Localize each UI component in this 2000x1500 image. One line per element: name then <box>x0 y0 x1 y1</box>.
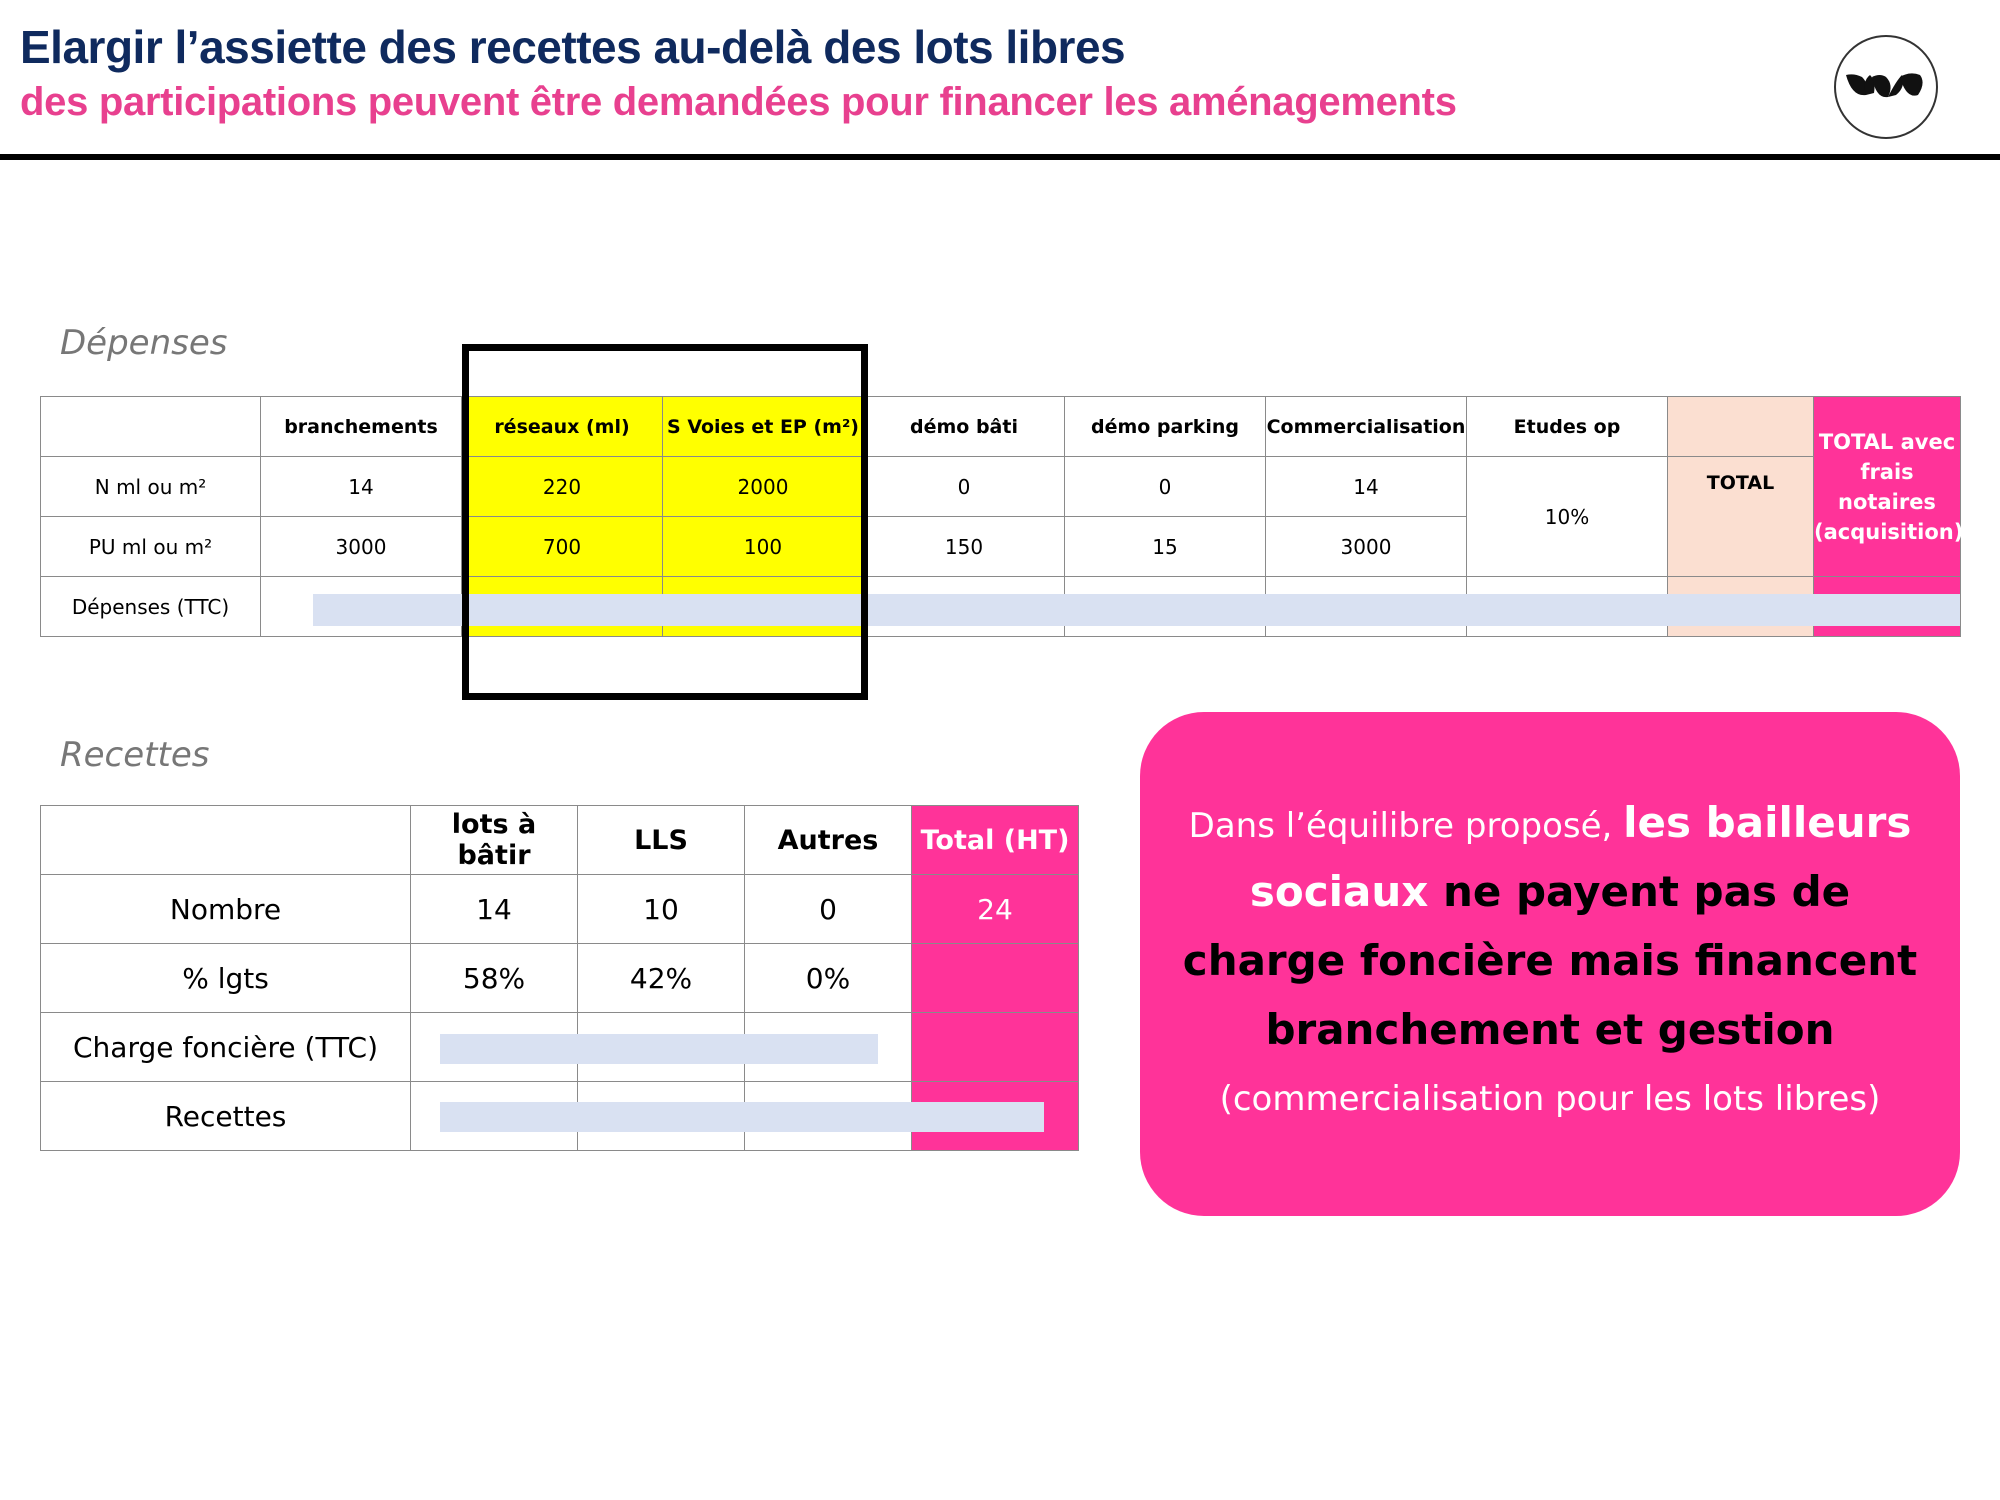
table-cell: 14 <box>261 457 462 517</box>
table-cell: 15 <box>1065 517 1266 577</box>
redacted-bar <box>440 1102 1044 1132</box>
row-label: Charge foncière (TTC) <box>41 1013 411 1082</box>
table-cell: 3000 <box>1266 517 1467 577</box>
callout-intro: Dans l’équilibre proposé, <box>1188 806 1624 846</box>
header-rule <box>0 154 2000 160</box>
callout-emphasis: les bailleurs sociaux <box>1249 798 1912 916</box>
col-branchements: branchements <box>261 397 462 457</box>
highlight-frame <box>462 344 868 700</box>
col-autres: Autres <box>745 806 912 875</box>
table-cell: 150 <box>864 517 1065 577</box>
depenses-row <box>41 457 1961 517</box>
col-total-ht: Total (HT) <box>912 806 1079 875</box>
table-cell: 700 <box>462 517 663 577</box>
table-cell: 58% <box>411 944 578 1013</box>
table-cell: 3000 <box>261 517 462 577</box>
col-commercialisation: Commercialisation <box>1266 397 1467 457</box>
recettes-header-row <box>41 806 1079 875</box>
corner-cell <box>41 397 261 457</box>
table-cell: 14 <box>1266 457 1467 517</box>
table-cell <box>912 1013 1079 1082</box>
table-cell: 0% <box>745 944 912 1013</box>
row-label: N ml ou m² <box>41 457 261 517</box>
callout-text <box>1140 793 1960 1135</box>
callout-box <box>1140 712 1960 1216</box>
table-cell: 2000 <box>663 457 864 517</box>
table-cell: 24 <box>912 875 1079 944</box>
col-lots-a-batir: lots à bâtir <box>411 806 578 875</box>
recettes-label: Recettes <box>60 735 210 775</box>
row-label: % lgts <box>41 944 411 1013</box>
slide-subtitle: des participations peuvent être demandées pour financer les aménagements <box>20 80 1457 124</box>
recettes-row <box>41 875 1079 944</box>
depenses-label: Dépenses <box>60 323 228 363</box>
table-cell: 0 <box>745 875 912 944</box>
redacted-bar <box>440 1034 878 1064</box>
col-reseaux: réseaux (ml) <box>462 397 663 457</box>
depenses-header-row <box>41 397 1961 457</box>
table-cell: 42% <box>578 944 745 1013</box>
col-demo-parking: démo parking <box>1065 397 1266 457</box>
col-demo-bati: démo bâti <box>864 397 1065 457</box>
table-cell: 0 <box>864 457 1065 517</box>
table-cell: 220 <box>462 457 663 517</box>
recettes-table <box>40 805 1079 1151</box>
corner-cell <box>41 806 411 875</box>
row-label: PU ml ou m² <box>41 517 261 577</box>
table-cell <box>912 944 1079 1013</box>
total-cell: TOTAL <box>1668 457 1814 577</box>
recettes-row <box>41 944 1079 1013</box>
table-cell: 14 <box>411 875 578 944</box>
row-label: Nombre <box>41 875 411 944</box>
slide-title: Elargir l’assiette des recettes au-delà des lots libres <box>20 21 1126 73</box>
table-cell: 100 <box>663 517 864 577</box>
etudes-value-cell: 10% <box>1467 457 1668 577</box>
row-label: Recettes <box>41 1082 411 1151</box>
callout-note: (commercialisation pour les lots libres) <box>1219 1079 1881 1119</box>
col-etudes-op: Etudes op <box>1467 397 1668 457</box>
table-cell: 10 <box>578 875 745 944</box>
total-frais-notaires-cell: TOTAL avec frais notaires (acquisition) <box>1814 397 1961 577</box>
callout-statement: ne payent pas de charge foncière mais financent branchement et gestion <box>1182 867 1918 1054</box>
row-label: Dépenses (TTC) <box>41 577 261 637</box>
col-voies-ep: S Voies et EP (m²) <box>663 397 864 457</box>
leaf-logo-icon <box>1834 35 1938 139</box>
table-cell: 0 <box>1065 457 1266 517</box>
col-lls: LLS <box>578 806 745 875</box>
total-header-cell <box>1668 397 1814 457</box>
